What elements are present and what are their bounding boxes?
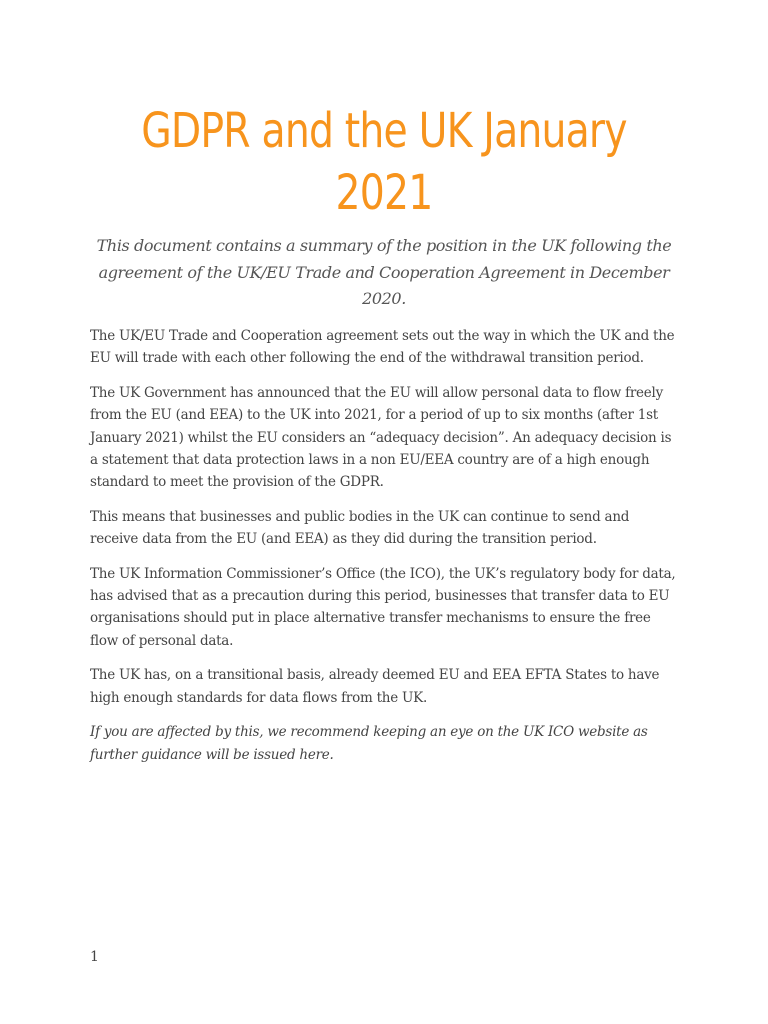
paragraph-data-flow: The UK Government has announced that the EU will allow personal data to flow freely from the EU (and EEA) to the UK into 2021, for a period of up to six months (after 1st January 2021) whilst the EU considers an “adequacy decision”. An adequacy decision is a statement that data protection laws in a non EU/EEA country are of a high enough standard to meet the provision of the GDPR. [90, 384, 672, 491]
closing-note: If you are affected by this, we recommend keeping an eye on the UK ICO website as further guidance will be issued here. [90, 724, 648, 763]
paragraph-transitional-basis: The UK has, on a transitional basis, already deemed EU and EEA EFTA States to have high enough standards for data flows from the UK. [90, 667, 660, 706]
paragraph-trade-agreement: The UK/EU Trade and Cooperation agreement sets out the way in which the UK and the EU will trade with each other following the end of the withdrawal transition period. [90, 328, 675, 367]
document-title: GDPR and the UK January 2021 [141, 103, 627, 221]
paragraph-ico-advice: The UK Information Commissioner’s Office (the ICO), the UK’s regulatory body for data, has advised that as a precaution during this period, businesses that transfer data to EU organisations should put in place alternative transfer mechanisms to ensure the free flow of personal data. [90, 565, 676, 649]
paragraph-businesses: This means that businesses and public bodies in the UK can continue to send and receive data from the EU (and EEA) as they did during the transition period. [90, 508, 630, 548]
document-subtitle: This document contains a summary of the position in the UK following the agreement of the UK/EU Trade and Cooperation Agreement in December 2020. [96, 236, 672, 308]
page-number: 1 [90, 949, 99, 965]
document-body [90, 325, 680, 778]
